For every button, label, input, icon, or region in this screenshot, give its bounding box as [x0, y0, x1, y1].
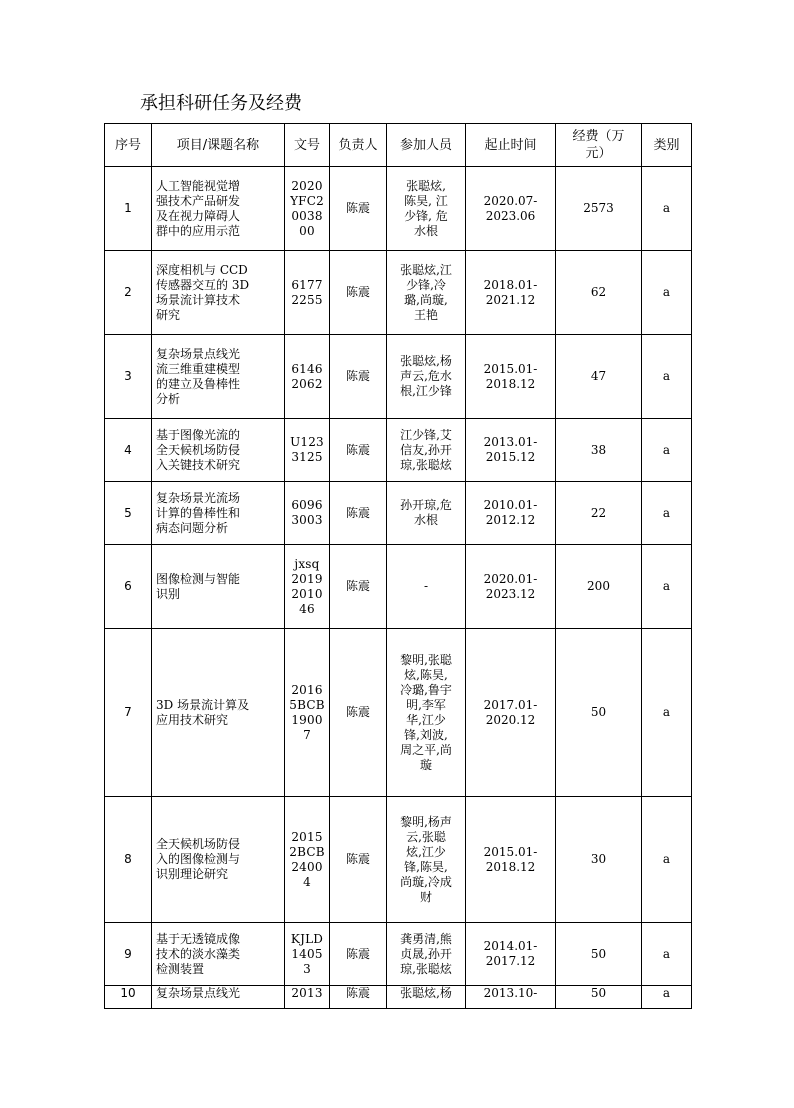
- cell-leader: 陈震: [330, 923, 387, 986]
- cell-leader: 陈震: [330, 251, 387, 335]
- cell-seq: 7: [105, 629, 152, 797]
- cell-name: 深度相机与 CCD 传感器交互的 3D 场景流计算技术 研究: [152, 251, 285, 335]
- cell-doc: 2016 5BCB 1900 7: [285, 629, 330, 797]
- header-members: 参加人员: [387, 124, 466, 167]
- cell-funds: 62: [556, 251, 642, 335]
- cell-category: a: [642, 482, 692, 545]
- header-leader: 负责人: [330, 124, 387, 167]
- cell-seq: 5: [105, 482, 152, 545]
- cell-members: 张聪炫,江 少锋,冷 璐,尚璇, 王艳: [387, 251, 466, 335]
- cell-seq: 8: [105, 797, 152, 923]
- cell-doc: 6146 2062: [285, 335, 330, 419]
- cell-name: 全天候机场防侵 入的图像检测与 识别理论研究: [152, 797, 285, 923]
- header-category: 类别: [642, 124, 692, 167]
- cell-doc: 2015 2BCB 2400 4: [285, 797, 330, 923]
- cell-members: 孙开琼,危 水根: [387, 482, 466, 545]
- cell-funds: 50: [556, 629, 642, 797]
- header-seq: 序号: [105, 124, 152, 167]
- cell-members: 龚勇清,熊 贞晟,孙开 琼,张聪炫: [387, 923, 466, 986]
- header-doc: 文号: [285, 124, 330, 167]
- cell-period: 2020.07- 2023.06: [466, 167, 556, 251]
- cell-seq: 10: [105, 986, 152, 1009]
- cell-funds: 30: [556, 797, 642, 923]
- cell-period: 2010.01- 2012.12: [466, 482, 556, 545]
- cell-leader: 陈震: [330, 419, 387, 482]
- cell-period: 2013.10-: [466, 986, 556, 1009]
- table-row: [105, 923, 692, 986]
- cell-name: 基于图像光流的 全天候机场防侵 入关键技术研究: [152, 419, 285, 482]
- cell-leader: 陈震: [330, 629, 387, 797]
- table-row: [105, 629, 692, 797]
- table-row: [105, 545, 692, 629]
- cell-period: 2013.01- 2015.12: [466, 419, 556, 482]
- cell-seq: 9: [105, 923, 152, 986]
- cell-name: 图像检测与智能 识别: [152, 545, 285, 629]
- cell-name: 复杂场景点线光 流三维重建模型 的建立及鲁棒性 分析: [152, 335, 285, 419]
- table-row: [105, 797, 692, 923]
- cell-seq: 6: [105, 545, 152, 629]
- cell-doc: 6096 3003: [285, 482, 330, 545]
- table-row: [105, 482, 692, 545]
- cell-name: 基于无透镜成像 技术的淡水藻类 检测装置: [152, 923, 285, 986]
- cell-period: 2017.01- 2020.12: [466, 629, 556, 797]
- cell-name: 复杂场景光流场 计算的鲁棒性和 病态问题分析: [152, 482, 285, 545]
- cell-period: 2015.01- 2018.12: [466, 797, 556, 923]
- cell-seq: 3: [105, 335, 152, 419]
- cell-period: 2020.01- 2023.12: [466, 545, 556, 629]
- cell-funds: 200: [556, 545, 642, 629]
- cell-category: a: [642, 251, 692, 335]
- cell-members: 江少锋,艾 信友,孙开 琼,张聪炫: [387, 419, 466, 482]
- cell-category: a: [642, 986, 692, 1009]
- cell-name: 人工智能视觉增 强技术产品研发 及在视力障碍人 群中的应用示范: [152, 167, 285, 251]
- cell-leader: 陈震: [330, 167, 387, 251]
- cell-doc: KJLD 1405 3: [285, 923, 330, 986]
- cell-members: 黎明,杨声 云,张聪 炫,江少 锋,陈昊, 尚璇,冷成 财: [387, 797, 466, 923]
- cell-doc: 2020 YFC2 0038 00: [285, 167, 330, 251]
- cell-category: a: [642, 335, 692, 419]
- cell-doc: jxsq 2019 2010 46: [285, 545, 330, 629]
- cell-members: 张聪炫,杨 声云,危水 根,江少锋: [387, 335, 466, 419]
- cell-leader: 陈震: [330, 482, 387, 545]
- cell-seq: 1: [105, 167, 152, 251]
- header-funds: 经费（万 元）: [556, 124, 642, 167]
- cell-name: 3D 场景流计算及 应用技术研究: [152, 629, 285, 797]
- cell-seq: 2: [105, 251, 152, 335]
- table-row: [105, 986, 692, 1009]
- cell-members: 张聪炫,杨: [387, 986, 466, 1009]
- cell-members: 张聪炫, 陈昊, 江 少锋, 危 水根: [387, 167, 466, 251]
- cell-members: -: [387, 545, 466, 629]
- cell-leader: 陈震: [330, 797, 387, 923]
- cell-doc: 2013: [285, 986, 330, 1009]
- table-row: [105, 335, 692, 419]
- cell-leader: 陈震: [330, 335, 387, 419]
- cell-doc: U123 3125: [285, 419, 330, 482]
- cell-funds: 50: [556, 923, 642, 986]
- cell-category: a: [642, 419, 692, 482]
- cell-leader: 陈震: [330, 545, 387, 629]
- cell-period: 2015.01- 2018.12: [466, 335, 556, 419]
- cell-members: 黎明,张聪 炫,陈昊, 冷璐,鲁宇 明,李军 华,江少 锋,刘波, 周之平,尚 璇: [387, 629, 466, 797]
- header-period: 起止时间: [466, 124, 556, 167]
- cell-leader: 陈震: [330, 986, 387, 1009]
- cell-period: 2014.01- 2017.12: [466, 923, 556, 986]
- cell-funds: 50: [556, 986, 642, 1009]
- cell-name: 复杂场景点线光: [152, 986, 285, 1009]
- table-row: [105, 167, 692, 251]
- cell-category: a: [642, 167, 692, 251]
- cell-funds: 38: [556, 419, 642, 482]
- cell-category: a: [642, 797, 692, 923]
- cell-category: a: [642, 923, 692, 986]
- table-header-row: [105, 124, 692, 167]
- header-name: 项目/课题名称: [152, 124, 285, 167]
- page-title: 承担科研任务及经费: [140, 93, 302, 114]
- cell-funds: 47: [556, 335, 642, 419]
- research-table: [104, 123, 692, 1009]
- cell-funds: 2573: [556, 167, 642, 251]
- cell-category: a: [642, 629, 692, 797]
- cell-funds: 22: [556, 482, 642, 545]
- table-row: [105, 419, 692, 482]
- cell-doc: 6177 2255: [285, 251, 330, 335]
- cell-period: 2018.01- 2021.12: [466, 251, 556, 335]
- cell-category: a: [642, 545, 692, 629]
- cell-seq: 4: [105, 419, 152, 482]
- table-row: [105, 251, 692, 335]
